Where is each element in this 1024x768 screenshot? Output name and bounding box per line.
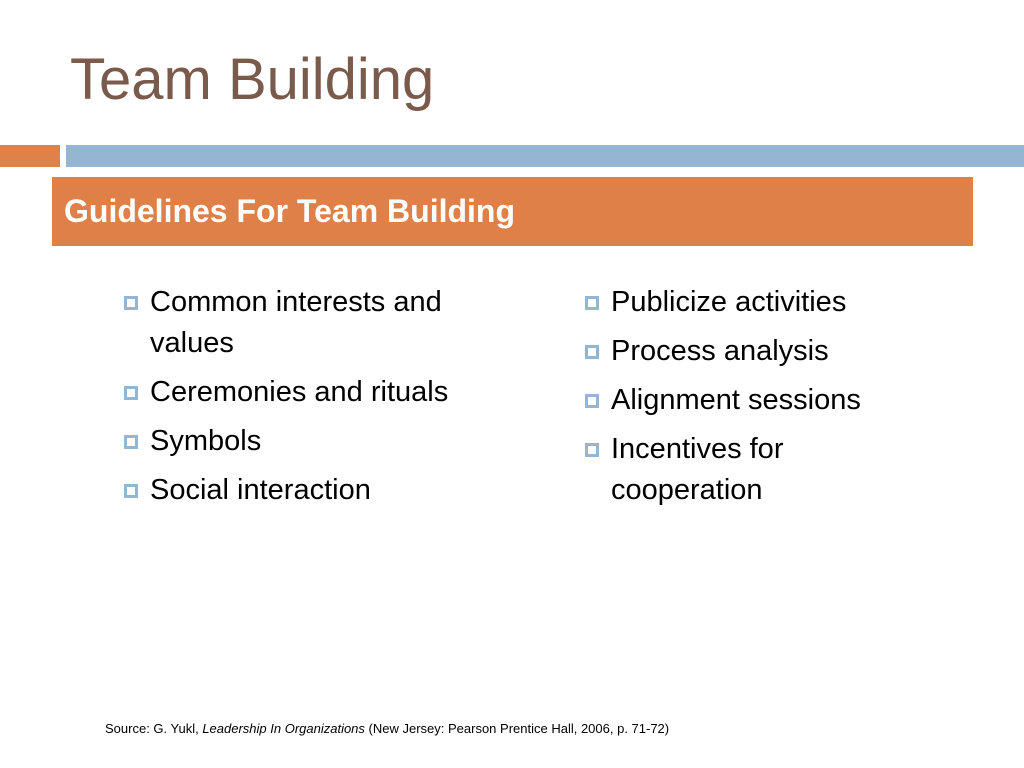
square-bullet-icon — [124, 296, 138, 310]
bullet-item — [583, 429, 943, 511]
square-bullet-icon — [585, 345, 599, 359]
bullet-list-left — [122, 282, 452, 519]
accent-bar-blue — [66, 145, 1024, 167]
square-bullet-icon — [124, 435, 138, 449]
bullet-text: Common interests and values — [150, 286, 442, 359]
bullet-item — [122, 421, 452, 462]
source-citation — [105, 720, 669, 738]
bullet-text: Incentives for cooperation — [611, 433, 784, 506]
square-bullet-icon — [585, 443, 599, 457]
bullet-item — [583, 331, 943, 372]
square-bullet-icon — [124, 484, 138, 498]
bullet-text: Social interaction — [150, 474, 371, 506]
bullet-text: Alignment sessions — [611, 384, 861, 416]
square-bullet-icon — [585, 296, 599, 310]
bullet-list-right — [583, 282, 943, 519]
subtitle-bar — [52, 177, 973, 246]
bullet-item — [583, 282, 943, 323]
bullet-item — [583, 380, 943, 421]
square-bullet-icon — [585, 394, 599, 408]
slide-title: Team Building — [70, 47, 435, 112]
accent-bar-orange — [0, 145, 60, 167]
source-suffix: (New Jersey: Pearson Prentice Hall, 2006, p. 71-72) — [364, 721, 670, 736]
bullet-text: Symbols — [150, 425, 262, 457]
source-prefix: Source: G. Yukl, — [105, 721, 203, 736]
bullet-item — [122, 372, 452, 413]
bullet-item — [122, 282, 452, 364]
bullet-text: Process analysis — [611, 335, 829, 367]
source-book-title: Leadership In Organizations — [202, 721, 365, 736]
bullet-text: Ceremonies and rituals — [150, 376, 449, 408]
subtitle-text: Guidelines For Team Building — [64, 193, 515, 229]
bullet-text: Publicize activities — [611, 286, 847, 318]
square-bullet-icon — [124, 386, 138, 400]
bullet-item — [122, 470, 452, 511]
